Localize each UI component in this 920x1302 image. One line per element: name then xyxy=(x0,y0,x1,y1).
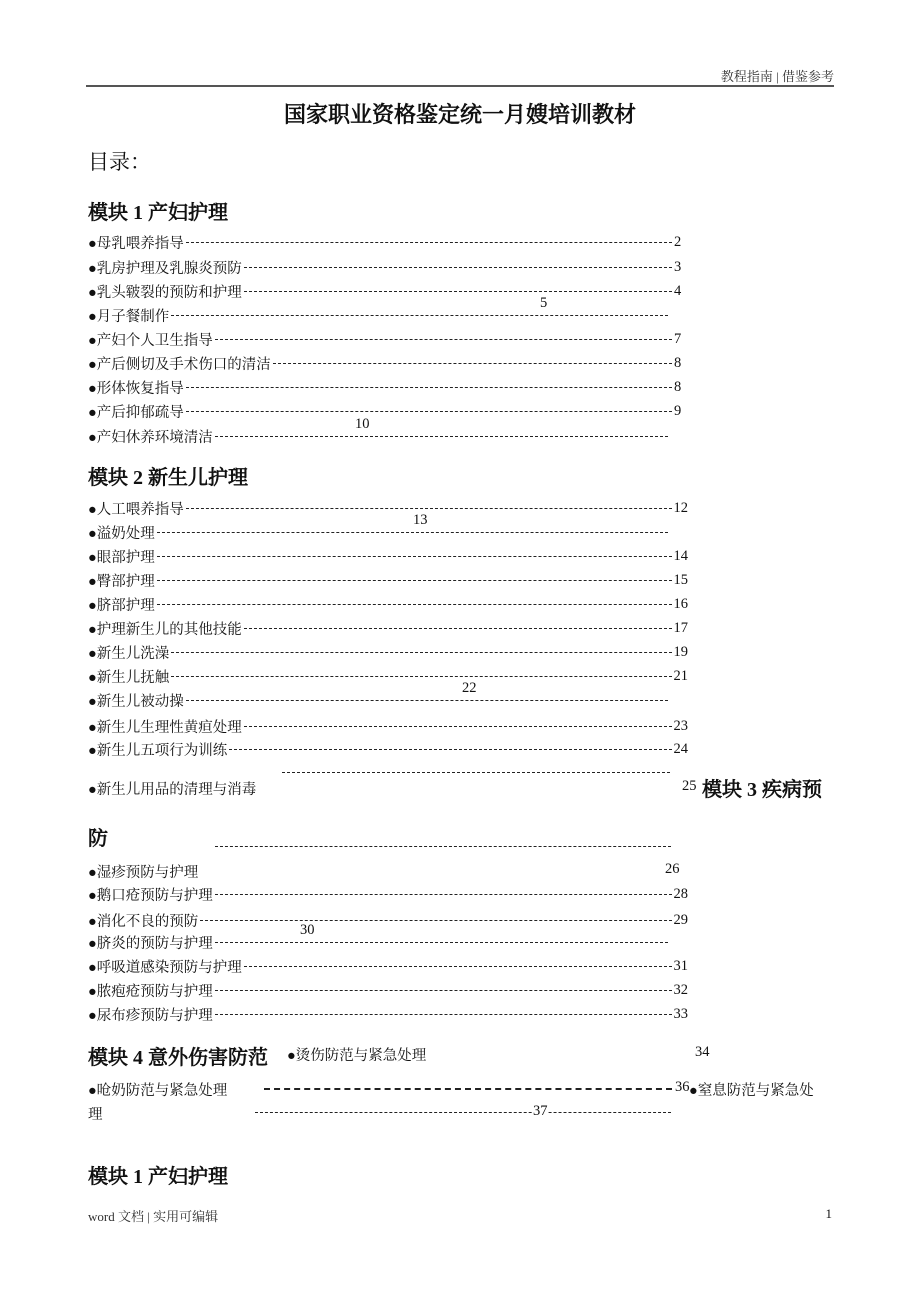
toc-entry-label: ●尿布疹预防与护理 xyxy=(88,1007,213,1024)
toc-entry-label: ●月子餐制作 xyxy=(88,308,170,325)
page-number: 1 xyxy=(825,1206,832,1221)
toc-entry[interactable] xyxy=(88,257,688,277)
toc-entry-label: ●消化不良的预防 xyxy=(88,913,199,930)
toc-entry-label: ●护理新生儿的其他技能 xyxy=(88,621,242,638)
toc-entry-page: 24 xyxy=(673,740,688,757)
toc-entry-page: 33 xyxy=(673,1005,688,1022)
toc-leader xyxy=(215,1014,672,1015)
module-heading: 模块 3 疾病预 xyxy=(702,779,822,801)
toc-entry-label: ●新生儿洗澡 xyxy=(88,645,170,662)
toc-entry-label: ●产后抑郁疏导 xyxy=(88,404,184,421)
toc-entry-page: 31 xyxy=(673,957,688,974)
module-heading-cont: 防 xyxy=(88,828,108,850)
toc-entry-page: 23 xyxy=(673,717,688,734)
toc-entry[interactable] xyxy=(88,498,688,518)
toc-entry[interactable] xyxy=(88,980,688,1000)
toc-entry-label: ●脐部护理 xyxy=(88,597,155,614)
toc-leader xyxy=(157,580,672,581)
toc-entry-label: ●形体恢复指导 xyxy=(88,380,184,397)
toc-entry-label: ●新生儿被动操 xyxy=(88,693,184,710)
toc-entry-page: 17 xyxy=(673,619,688,636)
toc-entry-label[interactable]: ●新生儿用品的清理与消毒 xyxy=(88,782,257,798)
toc-leader xyxy=(215,339,672,340)
toc-entry-label: ●人工喂养指导 xyxy=(88,501,184,518)
header-rule xyxy=(86,85,834,87)
toc-leader xyxy=(157,532,668,533)
toc-leader xyxy=(171,676,671,677)
toc-entry[interactable] xyxy=(88,416,670,446)
toc-entry[interactable] xyxy=(88,512,670,542)
toc-entry[interactable] xyxy=(88,377,688,397)
toc-entry[interactable] xyxy=(88,910,688,930)
module-heading: 模块 4 意外伤害防范 xyxy=(88,1047,268,1069)
toc-leader xyxy=(273,363,672,364)
toc-entry-label: ●产妇个人卫生指导 xyxy=(88,332,213,349)
toc-leader xyxy=(171,315,668,316)
toc-leader xyxy=(186,508,672,509)
toc-label: 目录： xyxy=(88,150,151,174)
toc-leader xyxy=(229,749,671,750)
toc-entry-page: 26 xyxy=(665,861,680,877)
page-header: 教程指南 | 借鉴参考 xyxy=(720,69,834,84)
toc-leader xyxy=(244,726,672,727)
toc-entry-page: 8 xyxy=(674,354,682,371)
toc-entry-label: ●乳头皲裂的预防和护理 xyxy=(88,284,242,301)
toc-entry-page: 21 xyxy=(673,667,688,684)
toc-entry[interactable] xyxy=(88,618,688,638)
next-section-heading: 模块 1 产妇护理 xyxy=(88,1166,228,1188)
toc-leader xyxy=(157,556,672,557)
toc-entry[interactable] xyxy=(88,716,688,736)
toc-leader xyxy=(244,966,672,967)
toc-entry-page: 7 xyxy=(674,330,682,347)
toc-entry-label: ●乳房护理及乳腺炎预防 xyxy=(88,260,242,277)
module-heading: 模块 2 新生儿护理 xyxy=(88,467,248,489)
toc-leader xyxy=(255,1112,671,1113)
toc-entry-label: ●母乳喂养指导 xyxy=(88,235,184,252)
toc-entry-label: ●鹅口疮预防与护理 xyxy=(88,887,213,904)
toc-entry-page: 37 xyxy=(533,1103,548,1119)
toc-entry-page: 22 xyxy=(462,680,477,696)
toc-entry-label: ●产妇休养环境清洁 xyxy=(88,429,213,446)
toc-entry[interactable] xyxy=(88,594,688,614)
toc-entry-label: ●脓疱疮预防与护理 xyxy=(88,983,213,1000)
toc-entry[interactable] xyxy=(88,401,688,421)
toc-entry[interactable] xyxy=(88,546,688,566)
toc-entry[interactable] xyxy=(88,884,688,904)
toc-entry-page: 13 xyxy=(413,512,428,528)
toc-entry-page: 25 xyxy=(682,778,697,794)
toc-leader xyxy=(264,1088,672,1090)
toc-entry-label: ●眼部护理 xyxy=(88,549,155,566)
toc-leader xyxy=(200,920,671,921)
toc-entry[interactable] xyxy=(88,739,688,759)
toc-entry[interactable] xyxy=(88,666,688,686)
toc-leader xyxy=(215,436,668,437)
toc-entry[interactable] xyxy=(88,680,670,710)
toc-entry-page: 30 xyxy=(300,922,315,938)
toc-entry-page: 29 xyxy=(673,911,688,928)
toc-entry-label[interactable]: ●呛奶防范与紧急处理 xyxy=(88,1083,228,1099)
toc-entry-label: ●新生儿五项行为训练 xyxy=(88,742,228,759)
toc-entry-page: 28 xyxy=(673,885,688,902)
toc-leader xyxy=(186,700,668,701)
module-heading: 模块 1 产妇护理 xyxy=(88,202,228,224)
toc-entry-label: ●脐炎的预防与护理 xyxy=(88,935,213,952)
toc-entry-page: 2 xyxy=(674,233,682,250)
toc-entry-page: 10 xyxy=(355,416,370,432)
toc-leader xyxy=(244,267,672,268)
page-footer: word 文档 | 实用可编辑 xyxy=(88,1209,219,1224)
toc-entry[interactable] xyxy=(88,329,688,349)
toc-entry-label[interactable]: ●湿疹预防与护理 xyxy=(88,865,199,881)
toc-entry[interactable] xyxy=(88,570,688,590)
toc-entry-page: 9 xyxy=(674,402,682,419)
toc-leader xyxy=(157,604,672,605)
toc-entry-label-cont: 理 xyxy=(88,1107,103,1123)
toc-entry-page: 8 xyxy=(674,378,682,395)
toc-entry[interactable] xyxy=(88,232,688,252)
toc-entry-page: 19 xyxy=(673,643,688,660)
toc-entry[interactable] xyxy=(88,353,688,373)
document-title: 国家职业资格鉴定统一月嫂培训教材 xyxy=(283,103,636,128)
toc-leader xyxy=(282,772,670,773)
toc-entry-page: 14 xyxy=(673,547,688,564)
toc-entry[interactable] xyxy=(88,281,688,301)
toc-entry-page: 3 xyxy=(674,258,682,275)
toc-leader xyxy=(186,411,672,412)
toc-leader xyxy=(215,990,672,991)
toc-entry-label[interactable]: ●窒息防范与紧急处 xyxy=(689,1083,814,1099)
toc-entry-page: 34 xyxy=(695,1044,710,1060)
toc-leader xyxy=(171,652,671,653)
toc-entry[interactable] xyxy=(88,1004,688,1024)
toc-leader xyxy=(186,242,672,243)
toc-leader xyxy=(215,846,671,847)
toc-entry-page: 5 xyxy=(540,295,548,311)
toc-entry[interactable] xyxy=(88,956,688,976)
toc-leader xyxy=(215,894,672,895)
toc-leader xyxy=(186,387,672,388)
toc-leader xyxy=(215,942,668,943)
toc-entry[interactable] xyxy=(88,922,670,952)
toc-entry-label: ●新生儿抚触 xyxy=(88,669,170,686)
toc-entry-label: ●臀部护理 xyxy=(88,573,155,590)
toc-entry[interactable] xyxy=(88,642,688,662)
toc-entry-page: 4 xyxy=(674,282,682,299)
toc-entry-page: 32 xyxy=(673,981,688,998)
toc-entry-label: ●溢奶处理 xyxy=(88,525,155,542)
toc-entry[interactable] xyxy=(88,295,670,325)
toc-entry-page: 12 xyxy=(673,499,688,516)
toc-entry-label[interactable]: ●烫伤防范与紧急处理 xyxy=(287,1048,427,1064)
toc-entry-label: ●新生儿生理性黄疸处理 xyxy=(88,719,242,736)
toc-entry-page: 15 xyxy=(673,571,688,588)
toc-leader xyxy=(244,291,672,292)
toc-entry-page: 16 xyxy=(673,595,688,612)
toc-entry-label: ●产后侧切及手术伤口的清洁 xyxy=(88,356,271,373)
toc-leader xyxy=(244,628,672,629)
toc-entry-page: 36 xyxy=(675,1079,690,1095)
toc-entry-label: ●呼吸道感染预防与护理 xyxy=(88,959,242,976)
